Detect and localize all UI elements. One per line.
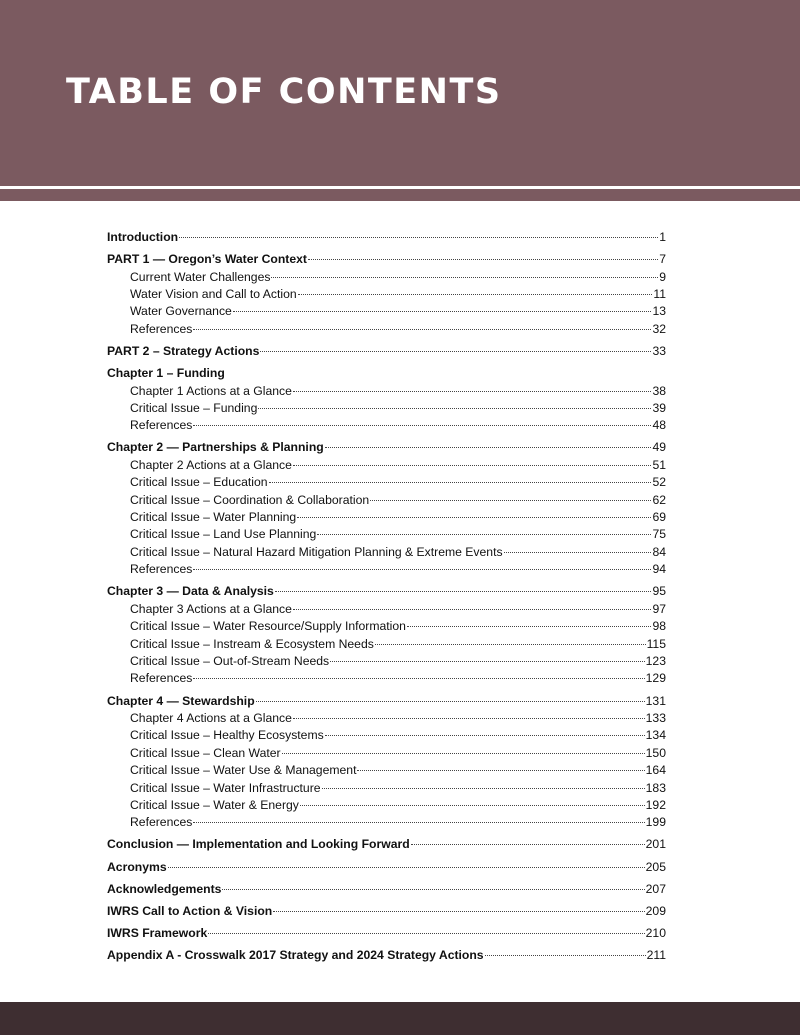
toc-page-number: 49 [652, 440, 666, 455]
toc-page-number: 7 [659, 252, 666, 267]
dot-leader [325, 447, 652, 448]
toc-page-number: 9 [659, 269, 666, 284]
toc-subentry[interactable] [107, 727, 666, 744]
dot-leader [375, 644, 646, 645]
toc-entry-label: References [130, 418, 193, 433]
toc-entry-label: Critical Issue – Water Infrastructure [130, 780, 321, 795]
toc-subentry[interactable] [107, 601, 666, 618]
toc-entry-label: Critical Issue – Healthy Ecosystems [130, 728, 324, 743]
toc-subentry[interactable] [107, 797, 666, 814]
toc-subentry[interactable] [107, 492, 666, 509]
toc-page-number: 62 [652, 492, 666, 507]
toc-page-number: 134 [645, 728, 666, 743]
toc-page-number: 192 [645, 797, 666, 812]
toc-section-entry[interactable] [107, 439, 666, 456]
toc-entry-label: Current Water Challenges [130, 269, 271, 284]
toc-subentry[interactable] [107, 710, 666, 727]
toc-entry-label: Acronyms [107, 859, 167, 874]
toc-page-number: 94 [652, 562, 666, 577]
toc-page-number: 199 [645, 815, 666, 830]
dot-leader [179, 237, 658, 238]
toc-page-number: 131 [645, 693, 666, 708]
toc-subentry[interactable] [107, 321, 666, 338]
dot-leader [275, 591, 652, 592]
dot-leader [330, 661, 645, 662]
toc-entry-label: Water Vision and Call to Action [130, 286, 297, 301]
dot-leader [357, 770, 644, 771]
toc-page-number: 133 [645, 710, 666, 725]
toc-page-number: 33 [652, 343, 666, 358]
toc-page-number: 209 [645, 904, 666, 919]
dot-leader [269, 482, 652, 483]
toc-entry-label: Acknowledgements [107, 881, 222, 896]
toc-page-number: 201 [645, 837, 666, 852]
toc-page-number: 98 [652, 619, 666, 634]
toc-page-number: 32 [652, 321, 666, 336]
toc-subentry[interactable] [107, 286, 666, 303]
toc-entry-label: Chapter 4 — Stewardship [107, 693, 255, 708]
toc-subentry[interactable] [107, 762, 666, 779]
toc-section-entry[interactable] [107, 583, 666, 600]
toc-subentry[interactable] [107, 745, 666, 762]
toc-entry-label: Critical Issue – Instream & Ecosystem Needs [130, 636, 374, 651]
dot-leader [193, 678, 644, 679]
toc-subentry[interactable] [107, 526, 666, 543]
toc-page-number: 13 [652, 304, 666, 319]
toc-entry-label: Critical Issue – Out-of-Stream Needs [130, 653, 330, 668]
dot-leader [504, 552, 652, 553]
dot-leader [325, 735, 645, 736]
dot-leader [256, 701, 645, 702]
toc-page-number: 95 [652, 584, 666, 599]
toc-entry-label: Chapter 2 — Partnerships & Planning [107, 440, 324, 455]
toc-subentry[interactable] [107, 653, 666, 670]
toc-subentry[interactable] [107, 618, 666, 635]
toc-page-number: 75 [652, 527, 666, 542]
toc-subentry[interactable] [107, 780, 666, 797]
dot-leader [297, 517, 651, 518]
toc-subentry[interactable] [107, 561, 666, 578]
toc-entry-label: IWRS Call to Action & Vision [107, 904, 273, 919]
toc-page-number: 51 [652, 457, 666, 472]
toc-entry-label: Chapter 1 Actions at a Glance [130, 383, 292, 398]
toc-subentry[interactable] [107, 544, 666, 561]
toc-subentry[interactable] [107, 636, 666, 653]
toc-page-number: 211 [646, 948, 666, 963]
dot-leader [293, 465, 652, 466]
toc-subentry[interactable] [107, 269, 666, 286]
toc-subentry[interactable] [107, 670, 666, 687]
toc-entry-label: Critical Issue – Water Use & Management [130, 763, 357, 778]
dot-leader [193, 822, 644, 823]
dot-leader [222, 889, 644, 890]
toc-page-number: 11 [653, 286, 666, 301]
toc-entry-label: Introduction [107, 230, 179, 244]
toc-subentry[interactable] [107, 509, 666, 526]
dot-leader [168, 867, 645, 868]
toc-page-number: 84 [652, 544, 666, 559]
toc-section-entry[interactable] [107, 903, 666, 920]
toc-entry-label: References [130, 815, 193, 830]
page-title: TABLE OF CONTENTS [66, 72, 502, 112]
toc-entry-label: Chapter 3 — Data & Analysis [107, 584, 274, 599]
toc-entry-label: PART 1 — Oregon’s Water Context [107, 252, 307, 267]
dot-leader [317, 534, 651, 535]
toc-page-number: 150 [645, 745, 666, 760]
toc-section-entry[interactable] [107, 229, 666, 246]
toc-entry-label: Water Governance [130, 304, 232, 319]
toc-section-entry[interactable] [107, 343, 666, 360]
header-band [0, 189, 800, 201]
toc-entry-label: Chapter 4 Actions at a Glance [130, 710, 292, 725]
toc-page-number: 1 [659, 230, 666, 244]
dot-leader [258, 408, 651, 409]
dot-leader [293, 609, 652, 610]
toc-page-number: 210 [645, 926, 666, 941]
toc-entry-label: Critical Issue – Coordination & Collaboration [130, 492, 370, 507]
toc-entry-label: IWRS Framework [107, 926, 208, 941]
toc-entry-label: Critical Issue – Clean Water [130, 745, 281, 760]
toc-subentry[interactable] [107, 457, 666, 474]
toc-section-entry[interactable] [107, 881, 666, 898]
toc-section-entry[interactable] [107, 925, 666, 942]
toc-entry-label: Critical Issue – Natural Hazard Mitigation Planning & Extreme Events [130, 544, 503, 559]
dot-leader [208, 933, 644, 934]
toc-entry-label: Critical Issue – Education [130, 475, 268, 490]
dot-leader [260, 351, 651, 352]
toc-entry-label: Critical Issue – Water Resource/Supply Information [130, 619, 406, 634]
toc-page-number: 123 [645, 653, 666, 668]
toc-entry-label: Critical Issue – Water & Energy [130, 797, 299, 812]
toc-page-number: 183 [645, 780, 666, 795]
dot-leader [322, 788, 645, 789]
toc-page-number: 69 [652, 510, 666, 525]
toc-section-entry[interactable] [107, 251, 666, 268]
dot-leader [282, 753, 645, 754]
toc-page-number: 39 [652, 400, 666, 415]
dot-leader [273, 911, 644, 912]
dot-leader [193, 569, 651, 570]
toc-subentry[interactable] [107, 814, 666, 831]
toc-subentry[interactable] [107, 383, 666, 400]
table-of-contents [107, 229, 666, 965]
dot-leader [485, 955, 646, 956]
toc-page-number: 52 [652, 475, 666, 490]
toc-entry-label: Chapter 1 – Funding [107, 366, 225, 381]
toc-page-number: 38 [652, 383, 666, 398]
dot-leader [271, 277, 658, 278]
toc-entry-label: Chapter 3 Actions at a Glance [130, 601, 292, 616]
toc-entry-label: Critical Issue – Land Use Planning [130, 527, 317, 542]
toc-page-number: 48 [652, 418, 666, 433]
dot-leader [308, 259, 658, 260]
toc-section-entry[interactable] [107, 365, 666, 382]
toc-page-number: 115 [646, 636, 666, 651]
toc-section-entry[interactable] [107, 947, 666, 964]
toc-subentry[interactable] [107, 474, 666, 491]
toc-section-entry[interactable] [107, 859, 666, 876]
toc-entry-label: PART 2 – Strategy Actions [107, 343, 260, 358]
dot-leader [233, 311, 652, 312]
toc-entry-label: Chapter 2 Actions at a Glance [130, 457, 292, 472]
footer-band [0, 1002, 800, 1035]
dot-leader [411, 844, 645, 845]
dot-leader [370, 500, 651, 501]
toc-entry-label: References [130, 562, 193, 577]
dot-leader [293, 718, 645, 719]
toc-section-entry[interactable] [107, 693, 666, 710]
dot-leader [193, 329, 651, 330]
dot-leader [300, 805, 645, 806]
toc-entry-label: References [130, 671, 193, 686]
toc-entry-label: Critical Issue – Funding [130, 400, 258, 415]
dot-leader [293, 391, 652, 392]
header-banner [0, 0, 800, 186]
toc-section-entry[interactable] [107, 836, 666, 853]
toc-entry-label: Appendix A - Crosswalk 2017 Strategy and 2024 Strategy Actions [107, 948, 484, 963]
toc-page-number: 207 [645, 881, 666, 896]
toc-entry-label: Critical Issue – Water Planning [130, 510, 297, 525]
dot-leader [298, 294, 653, 295]
toc-entry-label: References [130, 321, 193, 336]
toc-subentry[interactable] [107, 417, 666, 434]
dot-leader [193, 425, 651, 426]
toc-page-number: 97 [652, 601, 666, 616]
dot-leader [407, 626, 652, 627]
toc-entry-label: Conclusion — Implementation and Looking Forward [107, 837, 410, 852]
toc-page-number: 129 [645, 671, 666, 686]
toc-page-number: 205 [645, 859, 666, 874]
toc-page-number: 164 [645, 763, 666, 778]
toc-subentry[interactable] [107, 400, 666, 417]
toc-subentry[interactable] [107, 303, 666, 320]
